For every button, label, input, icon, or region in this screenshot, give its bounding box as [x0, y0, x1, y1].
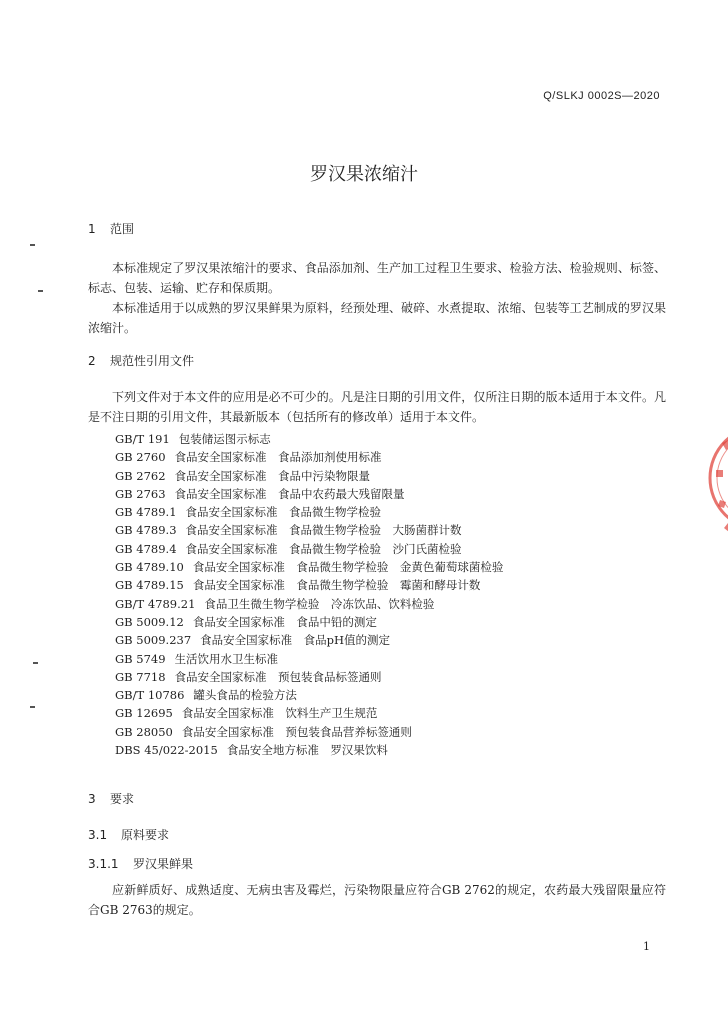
reference-item — [115, 430, 503, 448]
reference-title: 食品安全国家标准 食品微生物学检验 沙门氏菌检验 — [185, 541, 462, 556]
reference-code: GB 2763 — [115, 486, 166, 501]
reference-title: 生活饮用水卫生标准 — [174, 651, 279, 666]
reference-code: GB 7718 — [115, 669, 166, 684]
document-id: Q/SLKJ 0002S—2020 — [543, 90, 660, 102]
reference-item — [115, 485, 503, 503]
reference-code: GB 4789.1 — [115, 505, 177, 520]
red-seal-stamp — [702, 398, 728, 558]
reference-code: GB 4789.10 — [115, 560, 184, 575]
section-title: 罗汉果鲜果 — [133, 857, 194, 871]
paragraph: 下列文件对于本文件的应用是必不可少的。凡是注日期的引用文件，仅所注日期的版本适用于本文件。凡是不注日期的引用文件，其最新版本（包括所有的修改单）适用于本文件。 — [88, 390, 666, 424]
paragraph: 应新鲜质好、成熟适度、无病虫害及霉烂，污染物限量应符合GB 2762的规定，农药最大残留限量应符合GB 2763的规定。 — [88, 883, 666, 917]
reference-item — [115, 521, 503, 539]
scan-mark — [38, 290, 43, 292]
reference-title: 食品安全国家标准 预包装食品营养标签通则 — [181, 724, 412, 739]
section-title: 原料要求 — [121, 828, 170, 842]
section-number: 3.1 — [88, 828, 108, 842]
section-1-heading — [88, 220, 134, 237]
reference-item — [115, 540, 503, 558]
reference-title: 食品卫生微生物学检验 冷冻饮品、饮料检验 — [204, 596, 435, 611]
page-number: 1 — [643, 940, 650, 953]
reference-title: 食品安全国家标准 饮料生产卫生规范 — [181, 706, 378, 721]
section-title: 要求 — [110, 792, 135, 806]
reference-code: GB 2762 — [115, 468, 166, 483]
section-number: 3.1.1 — [88, 857, 119, 871]
seal-graphic — [702, 398, 728, 558]
reference-title: 包装储运图示标志 — [178, 432, 271, 446]
reference-code: GB/T 10786 — [115, 688, 185, 703]
reference-title: 食品安全国家标准 食品中铅的测定 — [192, 614, 377, 629]
reference-item — [115, 686, 503, 704]
reference-code: GB 4789.4 — [115, 541, 177, 556]
reference-code: GB 12695 — [115, 706, 173, 721]
reference-item — [115, 723, 503, 741]
reference-item — [115, 668, 503, 686]
reference-title: 食品安全地方标准 罗汉果饮料 — [226, 743, 388, 758]
reference-code: GB/T 4789.21 — [115, 596, 196, 611]
subsection-3-1-heading — [88, 826, 169, 843]
reference-code: GB 2760 — [115, 450, 166, 465]
reference-item — [115, 503, 503, 521]
reference-title: 食品安全国家标准 食品微生物学检验 大肠菌群计数 — [185, 523, 462, 538]
paragraph: 本标准适用于以成熟的罗汉果鲜果为原料，经预处理、破碎、水煮提取、浓缩、包装等工艺制成的罗汉果浓缩汁。 — [88, 301, 666, 335]
reference-title: 食品安全国家标准 食品微生物学检验 金黄色葡萄球菌检验 — [192, 560, 504, 575]
reference-item — [115, 576, 503, 594]
reference-title: 食品安全国家标准 食品微生物学检验 霉菌和酵母计数 — [192, 578, 481, 593]
reference-title: 食品安全国家标准 食品pH值的测定 — [200, 633, 391, 648]
reference-code: GB 4789.3 — [115, 523, 177, 538]
reference-title: 食品安全国家标准 食品微生物学检验 — [185, 505, 382, 520]
section-2-intro — [88, 387, 666, 427]
reference-title: 罐头食品的检验方法 — [193, 688, 297, 703]
reference-code: DBS 45/022-2015 — [115, 743, 218, 758]
reference-item — [115, 595, 503, 613]
reference-code: GB 5009.12 — [115, 614, 184, 629]
section-title: 范围 — [110, 222, 135, 236]
subsection-3-1-1-heading — [88, 855, 193, 872]
reference-item — [115, 650, 503, 668]
reference-title: 食品安全国家标准 预包装食品标签通则 — [174, 669, 382, 684]
section-number: 1 — [88, 222, 96, 236]
reference-item — [115, 704, 503, 722]
reference-item — [115, 631, 503, 649]
reference-list — [115, 430, 503, 759]
reference-code: GB 28050 — [115, 724, 173, 739]
reference-item — [115, 558, 503, 576]
reference-code: GB 5009.237 — [115, 633, 192, 648]
document-title: 罗汉果浓缩汁 — [310, 164, 418, 185]
reference-code: GB/T 191 — [115, 432, 170, 446]
section-2-heading — [88, 352, 194, 369]
scan-mark — [30, 244, 35, 246]
scan-mark — [33, 662, 38, 664]
reference-item — [115, 741, 503, 759]
section-title: 规范性引用文件 — [110, 354, 195, 368]
reference-title: 食品安全国家标准 食品中农药最大残留限量 — [174, 486, 405, 501]
reference-title: 食品安全国家标准 食品添加剂使用标准 — [174, 450, 382, 465]
section-number: 2 — [88, 354, 96, 368]
reference-item — [115, 613, 503, 631]
section-1-body — [88, 258, 666, 338]
section-number: 3 — [88, 792, 96, 806]
scan-mark — [30, 706, 35, 708]
subsection-3-1-1-body — [88, 880, 666, 920]
paragraph: 本标准规定了罗汉果浓缩汁的要求、食品添加剂、生产加工过程卫生要求、检验方法、检验规则、标签、标志、包装、运输、贮存和保质期。 — [88, 261, 666, 295]
reference-code: GB 5749 — [115, 651, 166, 666]
reference-code: GB 4789.15 — [115, 578, 184, 593]
section-3-heading — [88, 790, 134, 807]
reference-title: 食品安全国家标准 食品中污染物限量 — [174, 468, 371, 483]
reference-item — [115, 467, 503, 485]
reference-item — [115, 448, 503, 466]
